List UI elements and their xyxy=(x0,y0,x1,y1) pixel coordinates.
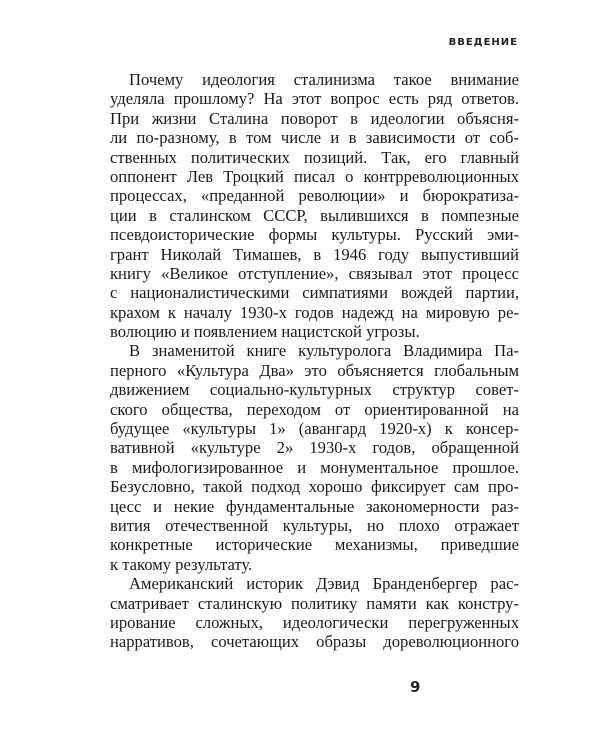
text-line: сматривает сталинскую политику памяти как констру- xyxy=(110,593,519,613)
text-line: в мифологизированное и монументальное прошлое. xyxy=(110,457,519,477)
text-line: уделяла прошлому? На этот вопрос есть ряд ответов. xyxy=(110,89,519,109)
text-line: перного «Культура Два» это объясняется глобальным xyxy=(110,360,519,380)
body-text xyxy=(110,70,519,652)
text-line: ственных политических позиций. Так, его главный xyxy=(110,147,519,167)
text-line: Почему идеология сталинизма такое внимание xyxy=(129,70,519,89)
text-line: крахом к началу 1930-х годов надежд на мировую ре- xyxy=(110,302,519,322)
text-line: Безусловно, такой подход хорошо фиксирует сам про- xyxy=(110,477,519,497)
text-line: к такому результату. xyxy=(110,554,253,574)
text-line: будущее «культуры 1» (авангард 1920-х) к консер- xyxy=(110,419,519,439)
text-line: При жизни Сталина поворот в идеологии объясня- xyxy=(110,108,519,128)
text-line: цесс и некие фундаментальные закономерности раз- xyxy=(110,496,519,516)
text-line: волюцию и появлением нацистской угрозы. xyxy=(110,322,420,342)
text-line: ли по-разному, в том числе и в зависимости от соб- xyxy=(110,128,519,148)
text-line: ции в сталинском СССР, вылившихся в помпезные xyxy=(110,205,519,225)
text-line: книгу «Великое отступление», связывал этот процесс xyxy=(110,263,519,283)
text-line: грант Николай Тимашев, в 1946 году выпустивший xyxy=(110,244,519,264)
page-number: 9 xyxy=(410,678,421,696)
text-line: нарративов, сочетающих образы дореволюционного xyxy=(110,632,519,652)
text-line: конкретные исторические механизмы, приведшие xyxy=(110,535,519,555)
text-line: движением социально-культурных структур совет- xyxy=(110,380,519,400)
text-line: псевдоисторические формы культуры. Русский эми- xyxy=(110,225,519,245)
text-line: вития отечественной культуры, но плохо отражает xyxy=(110,515,519,535)
text-line: В знаменитой книге культуролога Владимира Па- xyxy=(129,341,519,361)
text-line: оппонент Лев Троцкий писал о контрреволюционных xyxy=(110,166,519,186)
text-line: с националистическими симпатиями вождей партии, xyxy=(110,283,519,303)
text-line: ского общества, переходом от ориентированной на xyxy=(110,399,519,419)
text-line: Американский историк Дэвид Бранденбергер рас- xyxy=(129,574,519,594)
running-header: ВВЕДЕНИЕ xyxy=(448,37,518,48)
text-line: ирование сложных, идеологически перегруженных xyxy=(110,612,519,632)
text-line: вативной «культуре 2» 1930-х годов, обращенной xyxy=(110,438,519,458)
text-line: процессах, «преданной революции» и бюрократиза- xyxy=(110,186,519,206)
